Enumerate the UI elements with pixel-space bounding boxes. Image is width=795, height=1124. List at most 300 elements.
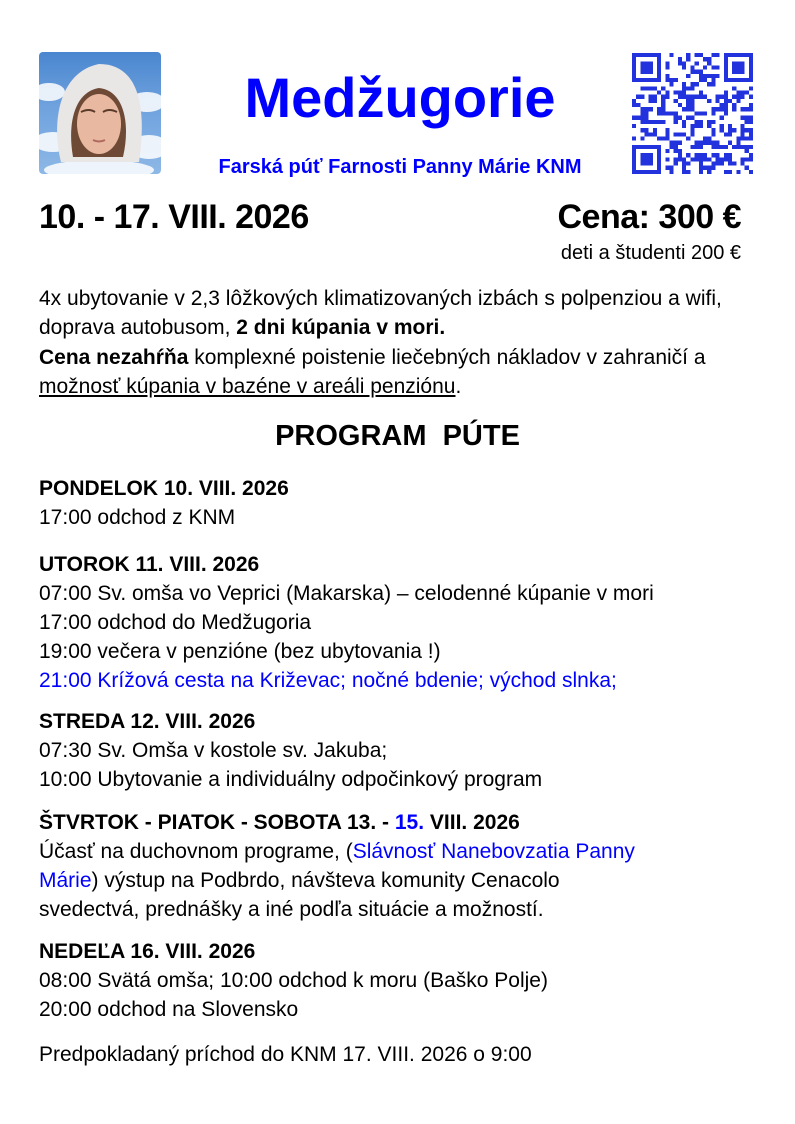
insurance-text: komplexné poistenie liečebných nákladov v zahraničí a bbox=[188, 346, 706, 369]
qr-module bbox=[653, 86, 657, 90]
qr-module bbox=[740, 116, 744, 120]
qr-module bbox=[728, 99, 732, 103]
schedule-line: 19:00 večera v penzióne (bez ubytovania !) bbox=[39, 640, 441, 663]
qr-module bbox=[649, 95, 653, 99]
qr-module bbox=[715, 153, 719, 157]
qr-module bbox=[670, 111, 674, 115]
qr-module bbox=[745, 149, 749, 153]
day-heading bbox=[39, 808, 769, 837]
qr-module bbox=[720, 124, 724, 128]
pool-option-text: možnosť kúpania v bazéne v areáli penziónu bbox=[39, 375, 456, 398]
schedule-line: 07:00 Sv. omša vo Veprici (Makarska) – celodenné kúpanie v mori bbox=[39, 582, 654, 605]
qr-module bbox=[720, 116, 724, 120]
qr-module bbox=[678, 103, 682, 107]
qr-module bbox=[749, 170, 753, 174]
qr-module bbox=[711, 53, 715, 57]
schedule-line-highlight: 21:00 Krížová cesta na Križevac; nočné bdenie; východ slnka; bbox=[39, 669, 617, 692]
accommodation-text: 4x ubytovanie v 2,3 lôžkových klimatizovaných izbách s polpenziou a wifi, doprava autobusom, bbox=[39, 287, 722, 339]
qr-module bbox=[649, 99, 653, 103]
qr-module bbox=[670, 53, 674, 57]
qr-module bbox=[707, 61, 711, 65]
qr-module bbox=[690, 103, 694, 107]
qr-module bbox=[715, 53, 719, 57]
qr-module bbox=[649, 86, 653, 90]
schedule-line: 10:00 Ubytovanie a individuálny odpočinkový program bbox=[39, 768, 543, 791]
qr-module bbox=[661, 111, 665, 115]
qr-module bbox=[690, 107, 694, 111]
qr-module bbox=[682, 124, 686, 128]
qr-module bbox=[724, 145, 728, 149]
qr-module bbox=[699, 95, 703, 99]
qr-module bbox=[695, 120, 699, 124]
qr-module bbox=[715, 157, 719, 161]
qr-module bbox=[715, 95, 719, 99]
trip-price: Cena: 300 € bbox=[557, 198, 741, 236]
qr-module bbox=[720, 95, 724, 99]
qr-module bbox=[674, 120, 678, 124]
qr-module bbox=[699, 170, 703, 174]
qr-module bbox=[690, 145, 694, 149]
qr-module bbox=[715, 107, 719, 111]
qr-module bbox=[707, 157, 711, 161]
qr-module bbox=[665, 128, 669, 132]
qr-module bbox=[724, 111, 728, 115]
qr-module bbox=[724, 99, 728, 103]
qr-module bbox=[682, 170, 686, 174]
qr-module bbox=[682, 157, 686, 161]
qr-module bbox=[632, 124, 636, 128]
qr-module bbox=[640, 116, 644, 120]
qr-module bbox=[657, 120, 661, 124]
schedule-line: 07:30 Sv. Omša v kostole sv. Jakuba; bbox=[39, 739, 388, 762]
qr-module bbox=[740, 161, 744, 165]
qr-module bbox=[724, 132, 728, 136]
qr-module bbox=[736, 99, 740, 103]
qr-module bbox=[674, 161, 678, 165]
qr-module bbox=[653, 120, 657, 124]
qr-module bbox=[695, 145, 699, 149]
qr-module bbox=[686, 86, 690, 90]
qr-module bbox=[724, 153, 728, 157]
qr-module bbox=[682, 132, 686, 136]
qr-module bbox=[703, 95, 707, 99]
qr-module bbox=[711, 128, 715, 132]
feast-highlight: Márie bbox=[39, 869, 92, 892]
qr-module bbox=[695, 82, 699, 86]
qr-module bbox=[665, 132, 669, 136]
qr-module bbox=[695, 157, 699, 161]
qr-module bbox=[657, 91, 661, 95]
qr-module bbox=[711, 120, 715, 124]
qr-module bbox=[749, 132, 753, 136]
qr-module bbox=[665, 78, 669, 82]
line-part: ) výstup na Podbrdo, návšteva komunity Cenacolo bbox=[91, 869, 560, 892]
qr-module bbox=[640, 86, 644, 90]
qr-module bbox=[699, 78, 703, 82]
heading-part: VIII. 2026 bbox=[424, 811, 520, 834]
qr-module bbox=[678, 149, 682, 153]
qr-module bbox=[665, 95, 669, 99]
qr-module bbox=[632, 99, 636, 103]
qr-module bbox=[636, 103, 640, 107]
qr-module bbox=[645, 128, 649, 132]
qr-module bbox=[732, 61, 745, 74]
qr-module bbox=[728, 124, 732, 128]
qr-module bbox=[695, 53, 699, 57]
qr-module bbox=[682, 91, 686, 95]
qr-module bbox=[711, 107, 715, 111]
qr-module bbox=[724, 95, 728, 99]
qr-module bbox=[703, 153, 707, 157]
qr-module bbox=[695, 124, 699, 128]
qr-module bbox=[745, 128, 749, 132]
qr-module bbox=[670, 82, 674, 86]
qr-module bbox=[649, 120, 653, 124]
qr-module bbox=[682, 66, 686, 70]
qr-module bbox=[720, 145, 724, 149]
qr-module bbox=[682, 82, 686, 86]
qr-module bbox=[715, 161, 719, 165]
qr-module bbox=[699, 53, 703, 57]
qr-module bbox=[745, 116, 749, 120]
qr-module bbox=[749, 128, 753, 132]
qr-module bbox=[732, 145, 736, 149]
schedule-line bbox=[39, 837, 769, 866]
qr-module bbox=[711, 141, 715, 145]
qr-module bbox=[657, 107, 661, 111]
qr-module bbox=[703, 166, 707, 170]
qr-module bbox=[682, 161, 686, 165]
qr-module bbox=[703, 74, 707, 78]
qr-module bbox=[728, 161, 732, 165]
qr-module bbox=[682, 107, 686, 111]
qr-module bbox=[640, 120, 644, 124]
qr-module bbox=[678, 157, 682, 161]
reduced-price: deti a študenti 200 € bbox=[560, 242, 741, 264]
qr-module bbox=[661, 86, 665, 90]
qr-module bbox=[678, 57, 682, 61]
accommodation-info bbox=[39, 284, 764, 342]
qr-module bbox=[645, 132, 649, 136]
qr-module bbox=[670, 145, 674, 149]
price-excludes-info bbox=[39, 343, 764, 401]
qr-module bbox=[678, 61, 682, 65]
qr-module bbox=[732, 95, 736, 99]
page-subtitle: Farská púť Farnosti Panny Márie KNM bbox=[218, 156, 582, 178]
qr-module bbox=[724, 170, 728, 174]
qr-module bbox=[736, 136, 740, 140]
schedule-line: 17:00 odchod z KNM bbox=[39, 506, 236, 529]
qr-module bbox=[645, 116, 649, 120]
qr-module bbox=[665, 157, 669, 161]
qr-module bbox=[686, 170, 690, 174]
qr-module bbox=[711, 78, 715, 82]
line-part: Účasť na duchovnom programe, ( bbox=[39, 840, 353, 863]
qr-module bbox=[690, 99, 694, 103]
qr-module bbox=[670, 166, 674, 170]
program-heading: PROGRAM PÚTE bbox=[275, 420, 520, 452]
qr-module bbox=[649, 132, 653, 136]
qr-module bbox=[724, 103, 728, 107]
qr-module bbox=[674, 111, 678, 115]
page-title: Medžugorie bbox=[244, 66, 556, 129]
qr-module bbox=[661, 136, 665, 140]
qr-module bbox=[720, 103, 724, 107]
qr-module bbox=[745, 120, 749, 124]
qr-module bbox=[728, 141, 732, 145]
qr-module bbox=[745, 136, 749, 140]
qr-module bbox=[699, 145, 703, 149]
qr-module bbox=[749, 153, 753, 157]
portrait-image bbox=[39, 52, 161, 174]
qr-module bbox=[690, 82, 694, 86]
qr-module bbox=[699, 120, 703, 124]
qr-module bbox=[695, 111, 699, 115]
qr-module bbox=[686, 103, 690, 107]
qr-module bbox=[682, 166, 686, 170]
qr-module bbox=[670, 78, 674, 82]
qr-module bbox=[665, 91, 669, 95]
day-section-tuesday bbox=[39, 550, 769, 695]
feast-highlight: Slávnosť Nanebovzatia Panny bbox=[352, 840, 635, 863]
qr-module bbox=[707, 99, 711, 103]
qr-module bbox=[749, 120, 753, 124]
qr-module bbox=[686, 74, 690, 78]
qr-module bbox=[699, 153, 703, 157]
qr-module bbox=[745, 166, 749, 170]
qr-module bbox=[703, 78, 707, 82]
qr-module bbox=[724, 91, 728, 95]
qr-module bbox=[749, 116, 753, 120]
qr-module bbox=[674, 91, 678, 95]
qr-module bbox=[711, 66, 715, 70]
qr-module bbox=[682, 120, 686, 124]
qr-module bbox=[665, 111, 669, 115]
qr-code-icon[interactable] bbox=[632, 53, 753, 174]
qr-module bbox=[736, 91, 740, 95]
qr-module bbox=[711, 132, 715, 136]
qr-module bbox=[678, 153, 682, 157]
qr-module bbox=[740, 157, 744, 161]
qr-module bbox=[690, 128, 694, 132]
price-excludes-label: Cena nezahŕňa bbox=[39, 346, 189, 369]
qr-module bbox=[749, 145, 753, 149]
qr-module bbox=[670, 141, 674, 145]
qr-module bbox=[711, 153, 715, 157]
qr-module bbox=[674, 157, 678, 161]
qr-module bbox=[724, 157, 728, 161]
qr-module bbox=[745, 91, 749, 95]
qr-module bbox=[749, 95, 753, 99]
heading-part: ŠTVRTOK - PIATOK - SOBOTA 13. - bbox=[39, 811, 395, 834]
qr-module bbox=[686, 153, 690, 157]
qr-module bbox=[707, 57, 711, 61]
qr-module bbox=[703, 141, 707, 145]
qr-module bbox=[699, 161, 703, 165]
schedule-line: 20:00 odchod na Slovensko bbox=[39, 998, 299, 1021]
qr-module bbox=[661, 103, 665, 107]
qr-module bbox=[740, 95, 744, 99]
qr-module bbox=[720, 157, 724, 161]
qr-module bbox=[720, 128, 724, 132]
qr-module bbox=[736, 141, 740, 145]
qr-module bbox=[686, 107, 690, 111]
qr-module bbox=[640, 153, 653, 166]
qr-module bbox=[724, 107, 728, 111]
day-heading: NEDEĽA 16. VIII. 2026 bbox=[39, 940, 256, 963]
qr-module bbox=[699, 157, 703, 161]
qr-module bbox=[686, 57, 690, 61]
qr-module bbox=[645, 107, 649, 111]
qr-module bbox=[636, 95, 640, 99]
qr-module bbox=[674, 132, 678, 136]
qr-module bbox=[678, 141, 682, 145]
qr-module bbox=[715, 141, 719, 145]
qr-module bbox=[670, 170, 674, 174]
qr-module bbox=[732, 107, 736, 111]
qr-module bbox=[703, 111, 707, 115]
qr-module bbox=[690, 132, 694, 136]
qr-module bbox=[711, 166, 715, 170]
qr-module bbox=[749, 86, 753, 90]
qr-module bbox=[699, 124, 703, 128]
qr-module bbox=[703, 57, 707, 61]
qr-module bbox=[632, 116, 636, 120]
qr-module bbox=[695, 61, 699, 65]
qr-module bbox=[707, 124, 711, 128]
qr-module bbox=[711, 161, 715, 165]
qr-module bbox=[695, 70, 699, 74]
qr-module bbox=[682, 95, 686, 99]
qr-module bbox=[653, 99, 657, 103]
qr-module bbox=[640, 111, 644, 115]
qr-module bbox=[732, 161, 736, 165]
qr-module bbox=[707, 120, 711, 124]
qr-module bbox=[690, 116, 694, 120]
qr-module bbox=[728, 132, 732, 136]
qr-module bbox=[728, 157, 732, 161]
qr-module bbox=[640, 128, 644, 132]
qr-module bbox=[707, 136, 711, 140]
qr-module bbox=[740, 91, 744, 95]
qr-module bbox=[632, 136, 636, 140]
qr-module bbox=[665, 136, 669, 140]
qr-module bbox=[665, 74, 669, 78]
period: . bbox=[455, 375, 462, 398]
day-heading: UTOROK 11. VIII. 2026 bbox=[39, 553, 260, 576]
qr-module bbox=[711, 145, 715, 149]
qr-module bbox=[699, 91, 703, 95]
qr-module bbox=[686, 95, 690, 99]
qr-module bbox=[740, 128, 744, 132]
qr-module bbox=[653, 132, 657, 136]
qr-module bbox=[728, 170, 732, 174]
qr-module bbox=[686, 53, 690, 57]
qr-module bbox=[636, 116, 640, 120]
qr-module bbox=[657, 111, 661, 115]
qr-module bbox=[653, 128, 657, 132]
qr-module bbox=[740, 145, 744, 149]
qr-module bbox=[686, 116, 690, 120]
qr-module bbox=[640, 61, 653, 74]
qr-module bbox=[707, 166, 711, 170]
day-section-sunday bbox=[39, 937, 769, 1024]
qr-module bbox=[707, 74, 711, 78]
schedule-line: 17:00 odchod do Medžugoria bbox=[39, 611, 312, 634]
day-section-wednesday bbox=[39, 707, 769, 794]
qr-module bbox=[707, 170, 711, 174]
qr-module bbox=[736, 145, 740, 149]
qr-module bbox=[740, 136, 744, 140]
qr-module bbox=[682, 61, 686, 65]
qr-module bbox=[699, 111, 703, 115]
qr-module bbox=[732, 86, 736, 90]
day-heading: PONDELOK 10. VIII. 2026 bbox=[39, 477, 289, 500]
qr-module bbox=[661, 107, 665, 111]
day-section-thursday-saturday bbox=[39, 808, 769, 924]
qr-module bbox=[720, 107, 724, 111]
qr-module bbox=[732, 103, 736, 107]
qr-module bbox=[645, 111, 649, 115]
heading-highlight: 15. bbox=[394, 811, 425, 834]
qr-module bbox=[649, 107, 653, 111]
qr-module bbox=[645, 86, 649, 90]
schedule-line: svedectvá, prednášky a iné podľa situácie a možností. bbox=[39, 898, 544, 921]
qr-module bbox=[640, 136, 644, 140]
qr-module bbox=[661, 95, 665, 99]
qr-module bbox=[661, 120, 665, 124]
qr-module bbox=[711, 111, 715, 115]
qr-module bbox=[640, 95, 644, 99]
qr-module bbox=[674, 99, 678, 103]
qr-module bbox=[745, 107, 749, 111]
qr-module bbox=[720, 161, 724, 165]
qr-module bbox=[674, 149, 678, 153]
qr-module bbox=[707, 141, 711, 145]
qr-module bbox=[728, 128, 732, 132]
qr-module bbox=[711, 74, 715, 78]
qr-module bbox=[682, 86, 686, 90]
qr-module bbox=[749, 107, 753, 111]
schedule-line bbox=[39, 866, 769, 895]
qr-module bbox=[695, 141, 699, 145]
qr-module bbox=[715, 66, 719, 70]
qr-module bbox=[690, 66, 694, 70]
qr-module bbox=[678, 91, 682, 95]
qr-module bbox=[699, 166, 703, 170]
qr-module bbox=[699, 141, 703, 145]
qr-module bbox=[740, 124, 744, 128]
qr-module bbox=[665, 66, 669, 70]
schedule-line: 08:00 Svätá omša; 10:00 odchod k moru (Baško Polje) bbox=[39, 969, 548, 992]
qr-module bbox=[665, 149, 669, 153]
trip-dates: 10. - 17. VIII. 2026 bbox=[39, 198, 309, 236]
qr-module bbox=[690, 157, 694, 161]
qr-module bbox=[657, 136, 661, 140]
qr-module bbox=[736, 170, 740, 174]
qr-module bbox=[699, 74, 703, 78]
qr-module bbox=[740, 107, 744, 111]
qr-module bbox=[703, 157, 707, 161]
qr-module bbox=[745, 157, 749, 161]
qr-module bbox=[686, 99, 690, 103]
virgin-mary-portrait-icon bbox=[39, 52, 161, 174]
qr-module bbox=[674, 116, 678, 120]
qr-module bbox=[732, 128, 736, 132]
qr-module bbox=[665, 61, 669, 65]
qr-module bbox=[695, 95, 699, 99]
qr-module bbox=[728, 153, 732, 157]
